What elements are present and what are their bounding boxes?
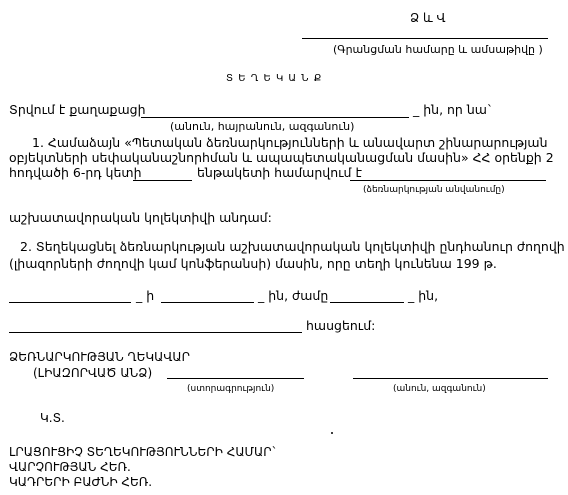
- issued-prefix: Տրվում է քաղաքացի: [9, 102, 146, 117]
- date-sep3: _ ին,: [408, 288, 439, 303]
- clause1-line4: աշխատավորական կոլեկտիվի անդամ:: [9, 210, 272, 225]
- citizen-name-line[interactable]: [141, 117, 409, 118]
- clause1-line3b: ենթակետի համարվում է: [197, 165, 362, 180]
- address-suffix: հասցեում:: [306, 318, 376, 333]
- date-sep2: _ ին, ժամը: [258, 288, 329, 303]
- enterprise-caption: (ձեռնարկության անվանումը): [363, 185, 505, 195]
- article-point-line[interactable]: [133, 180, 192, 181]
- date-sep1: _ ի: [136, 288, 155, 303]
- date-month-line[interactable]: [161, 302, 254, 303]
- footer-line3: ԿԱԴՐԵՐԻ ԲԱԺՆԻ ՀԵՌ.: [9, 475, 153, 489]
- date-year-line[interactable]: [9, 302, 131, 303]
- footer-line1: ԼՐԱՑՈՒՑԻՉ ՏԵՂԵԿՈՒԹՅՈՒՆՆԵՐԻ ՀԱՄԱՐ`: [9, 445, 278, 459]
- clause1-line1: 1. Համաձայն «Պետական ձեռնարկությունների և անավարտ շինարարության: [32, 135, 548, 150]
- time-line[interactable]: [330, 302, 404, 303]
- registration-caption: (Գրանցման համարը և ամսաթիվը ): [333, 43, 543, 56]
- registration-line: [302, 38, 548, 39]
- signature-line[interactable]: [167, 378, 304, 379]
- clause1-line3a: հոդվածի 6-րդ կետի: [9, 165, 142, 180]
- seal-label: Կ.Տ.: [40, 411, 65, 425]
- authorized-person: (ԼԻԱԶՈՐՎԱԾ ԱՆՁ): [33, 366, 153, 380]
- clause1-line2: օբյեկտների սեփականաշնորհման և ապապետականացման մասին» ՀՀ օրենքի 2: [9, 150, 554, 165]
- stray-dot: [331, 432, 333, 434]
- form-label: Ձ և Վ: [410, 11, 446, 25]
- name-line[interactable]: [353, 378, 548, 379]
- clause2-line2: (լիազորների ժողովի կամ կոնֆերանսի) մասին, որը տեղի կունենա 199 թ.: [9, 256, 497, 271]
- document-title: Տ Ե Ղ Ե Կ Ա Ն Ք: [226, 73, 323, 84]
- head-title: ՁԵՌՆԱՐԿՈՒԹՅԱՆ ՂԵԿԱՎԱՐ: [9, 350, 190, 364]
- footer-line2: ՎԱՐՉՈՒԹՅԱՆ ՀԵՌ.: [9, 460, 131, 474]
- address-line[interactable]: [9, 332, 302, 333]
- signature-caption: (ստորագրություն): [187, 384, 275, 394]
- name-caption: (անուն, ազգանուն): [393, 384, 486, 394]
- clause2-line1: 2. Տեղեկացնել ձեռնարկության աշխատավորական կոլեկտիվի ընդհանուր ժողովի: [20, 239, 565, 254]
- issued-caption: (անուն, հայրանուն, ազգանուն): [170, 120, 355, 133]
- enterprise-name-line[interactable]: [350, 180, 546, 181]
- issued-suffix: _ ին, որ նա`: [413, 102, 494, 117]
